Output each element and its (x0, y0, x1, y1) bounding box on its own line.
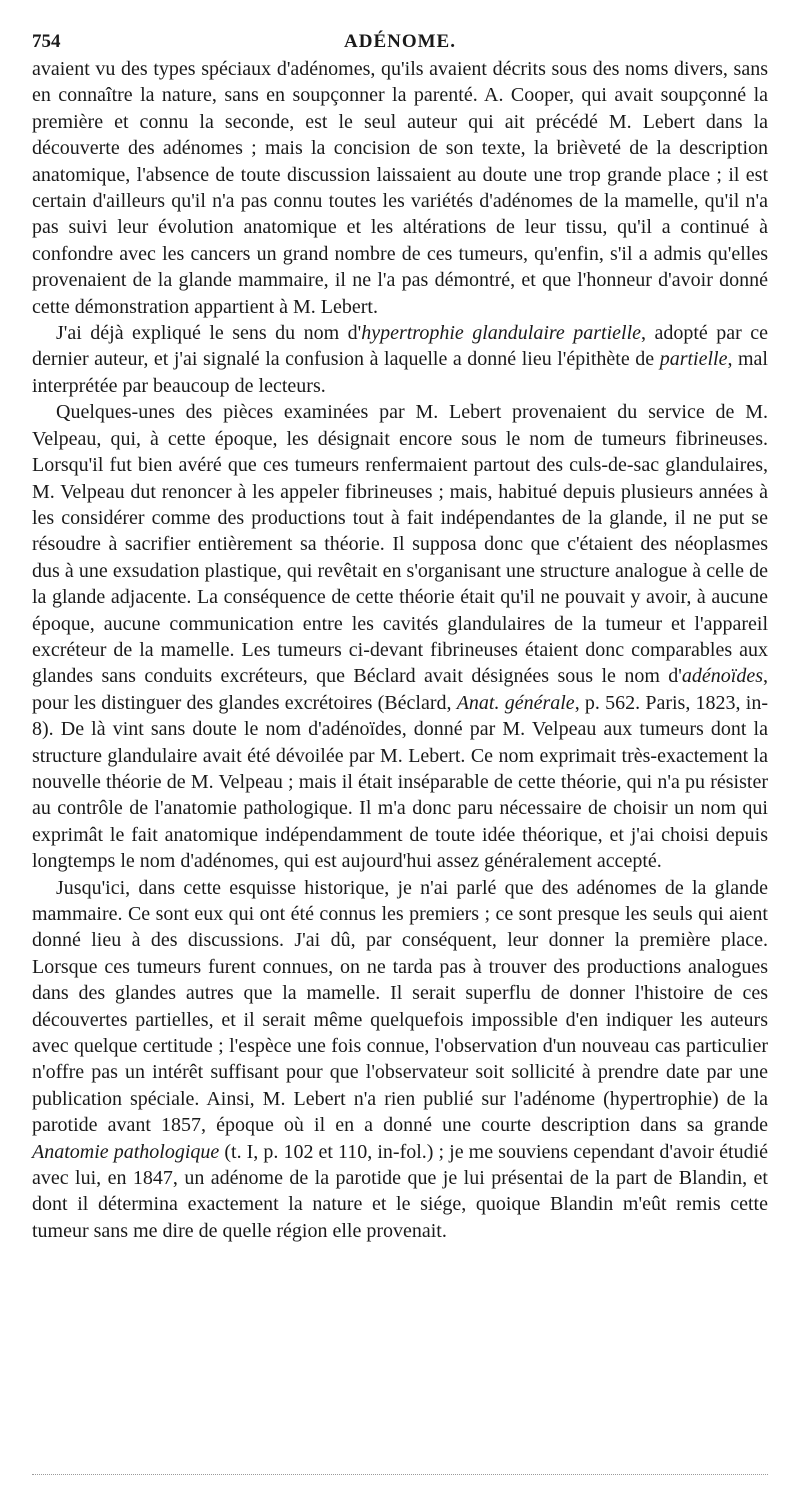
body-text (32, 56, 768, 1244)
text-run: , adopté par ce dernier auteur, et j'ai signalé la confusion à laquelle a donné lieu l'épithète de (32, 322, 768, 371)
italic-term: partielle (659, 348, 728, 371)
italic-term: adénoïdes (681, 665, 763, 688)
paragraph-velpeau (32, 399, 768, 874)
text-run: avaient vu des types spéciaux d'adénomes, qu'ils avaient décrits sous des noms divers, sans en connaître la nature, sans en soupçonner la parenté. A. Cooper, qui avait soupçonné la première et connu la seconde, est le seul auteur qui ait précédé M. Lebert dans la découverte des adénomes ; mais la concision de son texte, la brièveté de la description anatomique, l'absence de toute discussion laissaient au doute une trop grande place ; il est certain d'ailleurs qu'il n'a pas connu toutes les variétés d'adénomes de la mamelle, qu'il n'a pas suivi leur évolution anatomique et les altérations de leur tissu, qu'il a continué à confondre avec les cancers un grand nombre de ces tumeurs, qu'enfin, s'il a admis qu'elles provenaient de la glande mammaire, il ne l'a pas démontré, et que l'honneur d'avoir donné cette démonstration appartient à M. Lebert. (32, 58, 768, 318)
running-title: ADÉNOME. (344, 31, 456, 52)
running-head (32, 30, 768, 54)
text-run: J'ai déjà expliqué le sens du nom d' (56, 322, 362, 345)
page-number: 754 (32, 31, 61, 52)
footer-divider (32, 1474, 768, 1475)
book-page (32, 30, 768, 1244)
text-run: , mal interprétée par beaucoup de lecteurs. (32, 348, 768, 397)
text-run: Jusqu'ici, dans cette esquisse historique, je n'ai parlé que des adénomes de la glande mammaire. Ce sont eux qui ont été connus les premiers ; ce sont presque les seuls qui aient donné lieu à des discussions. J'ai dû, par conséquent, leur donner la première place. Lorsque ces tumeurs furent connues, on ne tarda pas à trouver des productions analogues dans des glandes autres que la mamelle. Il serait superflu de donner l'histoire de ces découvertes partielles, et il serait même quelquefois impossible d'en indiquer les auteurs avec quelque certitude ; l'espèce une fois connue, l'observation d'un nouveau cas particulier n'offre pas un intérêt suffisant pour que l'observateur soit sollicité à prendre date par une publication spéciale. Ainsi, M. Lebert n'a rien publié sur l'adénome (hypertrophie) de la parotide avant 1857, époque où il en a donné une courte description dans sa grande (32, 876, 768, 1137)
text-run: , pour les distinguer des glandes excrétoires (Béclard, (32, 665, 768, 714)
italic-term: Anat. générale (456, 691, 575, 714)
text-run: Quelques-unes des pièces examinées par M. Lebert provenaient du service de M. Velpeau, qui, à cette époque, les désignait encore sous le nom de tumeurs fibrineuses. Lorsqu'il fut bien avéré que ces tumeurs renfermaient partout des culs-de-sac glandulaires, M. Velpeau dut renoncer à les appeler fibrineuses ; mais, habitué depuis plusieurs années à les considérer comme des productions tout à fait indépendantes de la glande, il ne put se résoudre à sacrifier entièrement sa théorie. Il supposa donc que c'étaient des néoplasmes dus à une exsudation plastique, qui revêtait en s'organisant une structure analogue à celle de la glande adjacente. La conséquence de cette théorie était qu'il ne pouvait y avoir, à aucune époque, aucune communication entre les cavités glandulaires de la tumeur et l'appareil excréteur de la mamelle. Les tumeurs ci-devant fibrineuses étaient donc comparables aux glandes sans conduits excréteurs, que Béclard avait désignées sous le nom d' (32, 401, 768, 688)
text-run: , p. 562. Paris, 1823, in-8). De là vint sans doute le nom d'adénoïdes, donné par M. Velpeau aux tumeurs dont la structure glandulaire avait été dévoilée par M. Lebert. Ce nom exprimait très-exactement la nouvelle théorie de M. Velpeau ; mais il était inséparable de cette théorie, qui n'a pu résister au contrôle de l'anatomie pathologique. Il m'a donc paru nécessaire de choisir un nom qui exprimât le fait anatomique indépendamment de toute idée théorique, et j'ai choisi depuis longtemps le nom d'adénomes, qui est aujourd'hui assez généralement accepté. (32, 691, 768, 873)
paragraph-hypertrophie (32, 320, 768, 399)
italic-term: Anatomie pathologique (32, 1140, 220, 1163)
text-run: (t. I, p. 102 et 110, in-fol.) ; je me souviens cependant d'avoir étudié avec lui, en 1847, un adénome de la parotide que je lui présentai de la part de Blandin, et dont il détermina exactement la nature et le siége, quoique Blandin m'eût remis cette tumeur sans me dire de quelle région elle provenait. (32, 1140, 769, 1242)
paragraph-continuation (32, 56, 768, 320)
paragraph-jusquici (32, 875, 768, 1245)
italic-term: hypertrophie glandulaire partielle (361, 322, 642, 345)
